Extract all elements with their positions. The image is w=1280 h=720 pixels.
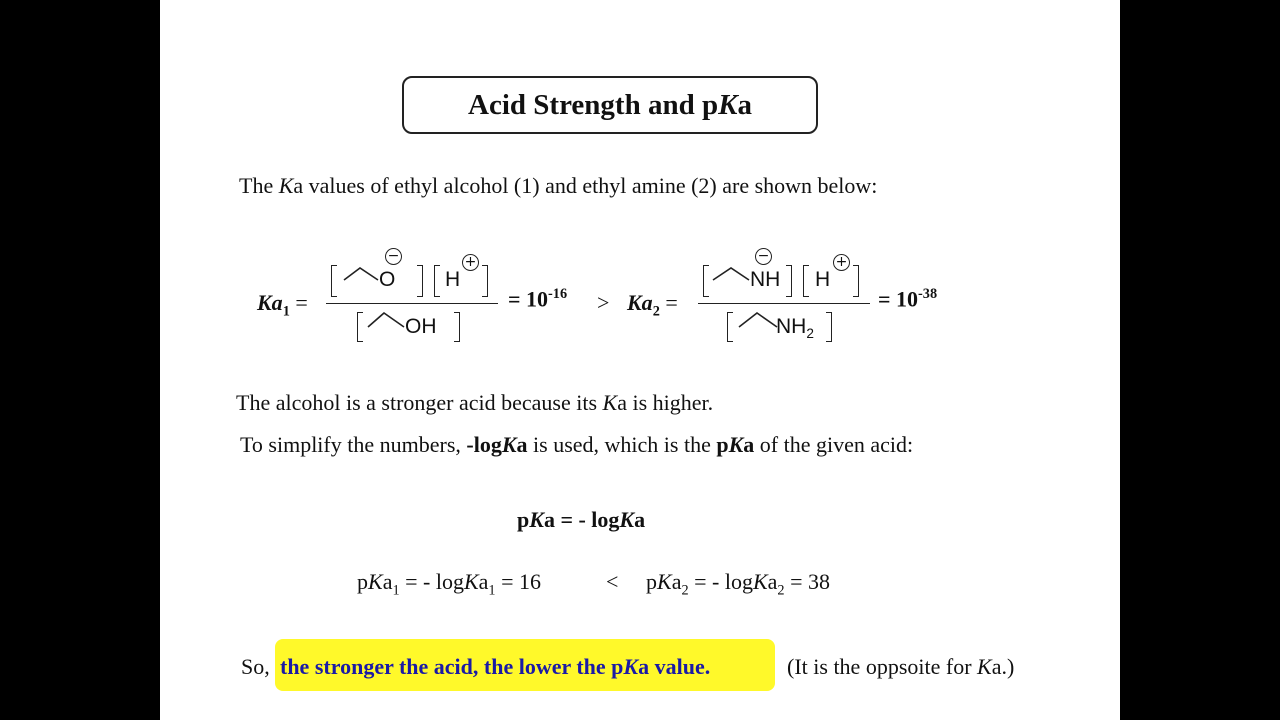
def-k1: K <box>529 507 544 532</box>
ethyl-chain-icon <box>711 264 755 284</box>
alcohol-k: K <box>602 390 618 415</box>
pka2-sub: 2 <box>681 582 689 599</box>
proton: H <box>445 268 461 291</box>
title-a: a <box>737 88 752 121</box>
pka1-value: = 16 <box>495 569 541 594</box>
ka2-value-base: = 10 <box>878 286 919 312</box>
bracket <box>434 265 440 297</box>
ka2-equals: = <box>665 290 678 315</box>
ethanol-oh: OH <box>405 315 437 338</box>
pka1-sub2: 1 <box>488 582 496 599</box>
pka1-k: K <box>368 569 383 594</box>
ethylamine-nh2 <box>776 315 814 341</box>
simplify-neglog: -log <box>466 432 502 457</box>
title-text: Acid Strength and p <box>468 88 719 121</box>
pka2-k2: K <box>752 569 768 594</box>
conclusion-highlight <box>280 654 710 680</box>
minus-charge-icon: − <box>385 248 402 265</box>
bracket <box>482 265 488 297</box>
pka2-k: K <box>657 569 672 594</box>
ethyl-chain-icon <box>366 309 410 331</box>
bracket <box>826 312 832 342</box>
bracket <box>454 312 460 342</box>
slide-title <box>402 76 818 134</box>
alcohol-statement <box>236 390 713 416</box>
bracket <box>786 265 792 297</box>
pka1-a: a <box>382 569 393 594</box>
alcohol-pre: The alcohol is a stronger acid because its <box>236 390 603 415</box>
amide-nitrogen: NH <box>750 268 781 291</box>
conclusion-so: So, <box>241 654 270 679</box>
def-k2: K <box>619 507 635 532</box>
less-than: < <box>606 569 619 594</box>
pka2-expression <box>646 569 830 599</box>
def-mid: a = - log <box>543 507 620 532</box>
ka1-value-base: = 10 <box>508 286 549 312</box>
ka2-value <box>878 286 937 312</box>
conclusion-hl-pre: the stronger the acid, the lower the p <box>280 654 624 679</box>
def-a: a <box>634 507 646 532</box>
proton: H <box>815 268 831 291</box>
simplify-post: of the given acid: <box>754 432 914 457</box>
conclusion-hl-post: a value. <box>638 654 711 679</box>
simplify-k2: K <box>728 432 744 457</box>
ka1-equals: = <box>295 290 308 315</box>
def-p: p <box>517 507 530 532</box>
bracket <box>417 265 423 297</box>
simplify-a2: a <box>743 432 755 457</box>
note-pre: (It is the oppsoite for <box>787 654 978 679</box>
ka1-value <box>508 286 567 312</box>
alcohol-post: a is higher. <box>617 390 714 415</box>
ka1-label <box>257 290 308 320</box>
intro-line <box>239 173 877 199</box>
intro-pre: The <box>239 173 279 198</box>
conclusion-hl-k: K <box>623 654 639 679</box>
pka2-value: = 38 <box>784 569 830 594</box>
simplify-mid: is used, which is the <box>527 432 717 457</box>
fraction-bar <box>698 303 870 304</box>
intro-post: a values of ethyl alcohol (1) and ethyl amine (2) are shown below: <box>293 173 878 198</box>
simplify-a1: a <box>516 432 528 457</box>
simplify-pre: To simplify the numbers, <box>240 432 467 457</box>
greater-than: > <box>597 290 610 315</box>
bracket <box>727 312 733 342</box>
pka2-mid: = - log <box>688 569 753 594</box>
simplify-k1: K <box>501 432 517 457</box>
ka1-sub: 1 <box>282 303 290 320</box>
pka1-a2: a <box>478 569 489 594</box>
ka2-value-exp: -38 <box>918 286 938 302</box>
pka1-mid: = - log <box>399 569 464 594</box>
bracket <box>703 265 709 297</box>
intro-k: K <box>278 173 294 198</box>
note-k: K <box>977 654 992 679</box>
ka1-symbol: Ka <box>257 290 283 315</box>
plus-charge-icon: + <box>462 254 479 271</box>
pka1-k2: K <box>463 569 479 594</box>
simplify-statement <box>240 432 913 458</box>
pka2-p: p <box>646 569 657 594</box>
simplify-p: p <box>716 432 729 457</box>
ethyl-chain-icon <box>737 309 781 331</box>
pka2-sub2: 2 <box>777 582 785 599</box>
ka2-label <box>627 290 678 320</box>
slide <box>160 0 1120 720</box>
ethylamine-nh: NH <box>776 315 807 338</box>
pka1-sub: 1 <box>392 582 400 599</box>
pka1-expression <box>357 569 541 599</box>
bracket <box>357 312 363 342</box>
ethoxide-oxygen: O <box>379 268 396 291</box>
ethylamine-sub: 2 <box>806 326 814 342</box>
ka2-symbol: Ka <box>627 290 653 315</box>
conclusion-note <box>787 654 1014 680</box>
pka1-p: p <box>357 569 368 594</box>
pka-definition <box>517 507 645 533</box>
ka2-sub: 2 <box>652 303 660 320</box>
minus-charge-icon: − <box>755 248 772 265</box>
bracket <box>803 265 809 297</box>
fraction-bar <box>326 303 498 304</box>
pka2-a2: a <box>767 569 778 594</box>
pka2-a: a <box>671 569 682 594</box>
note-post: a.) <box>991 654 1015 679</box>
title-k: K <box>718 88 738 121</box>
ka1-value-exp: -16 <box>548 286 568 302</box>
plus-charge-icon: + <box>833 254 850 271</box>
bracket <box>331 265 337 297</box>
bracket <box>853 265 859 297</box>
